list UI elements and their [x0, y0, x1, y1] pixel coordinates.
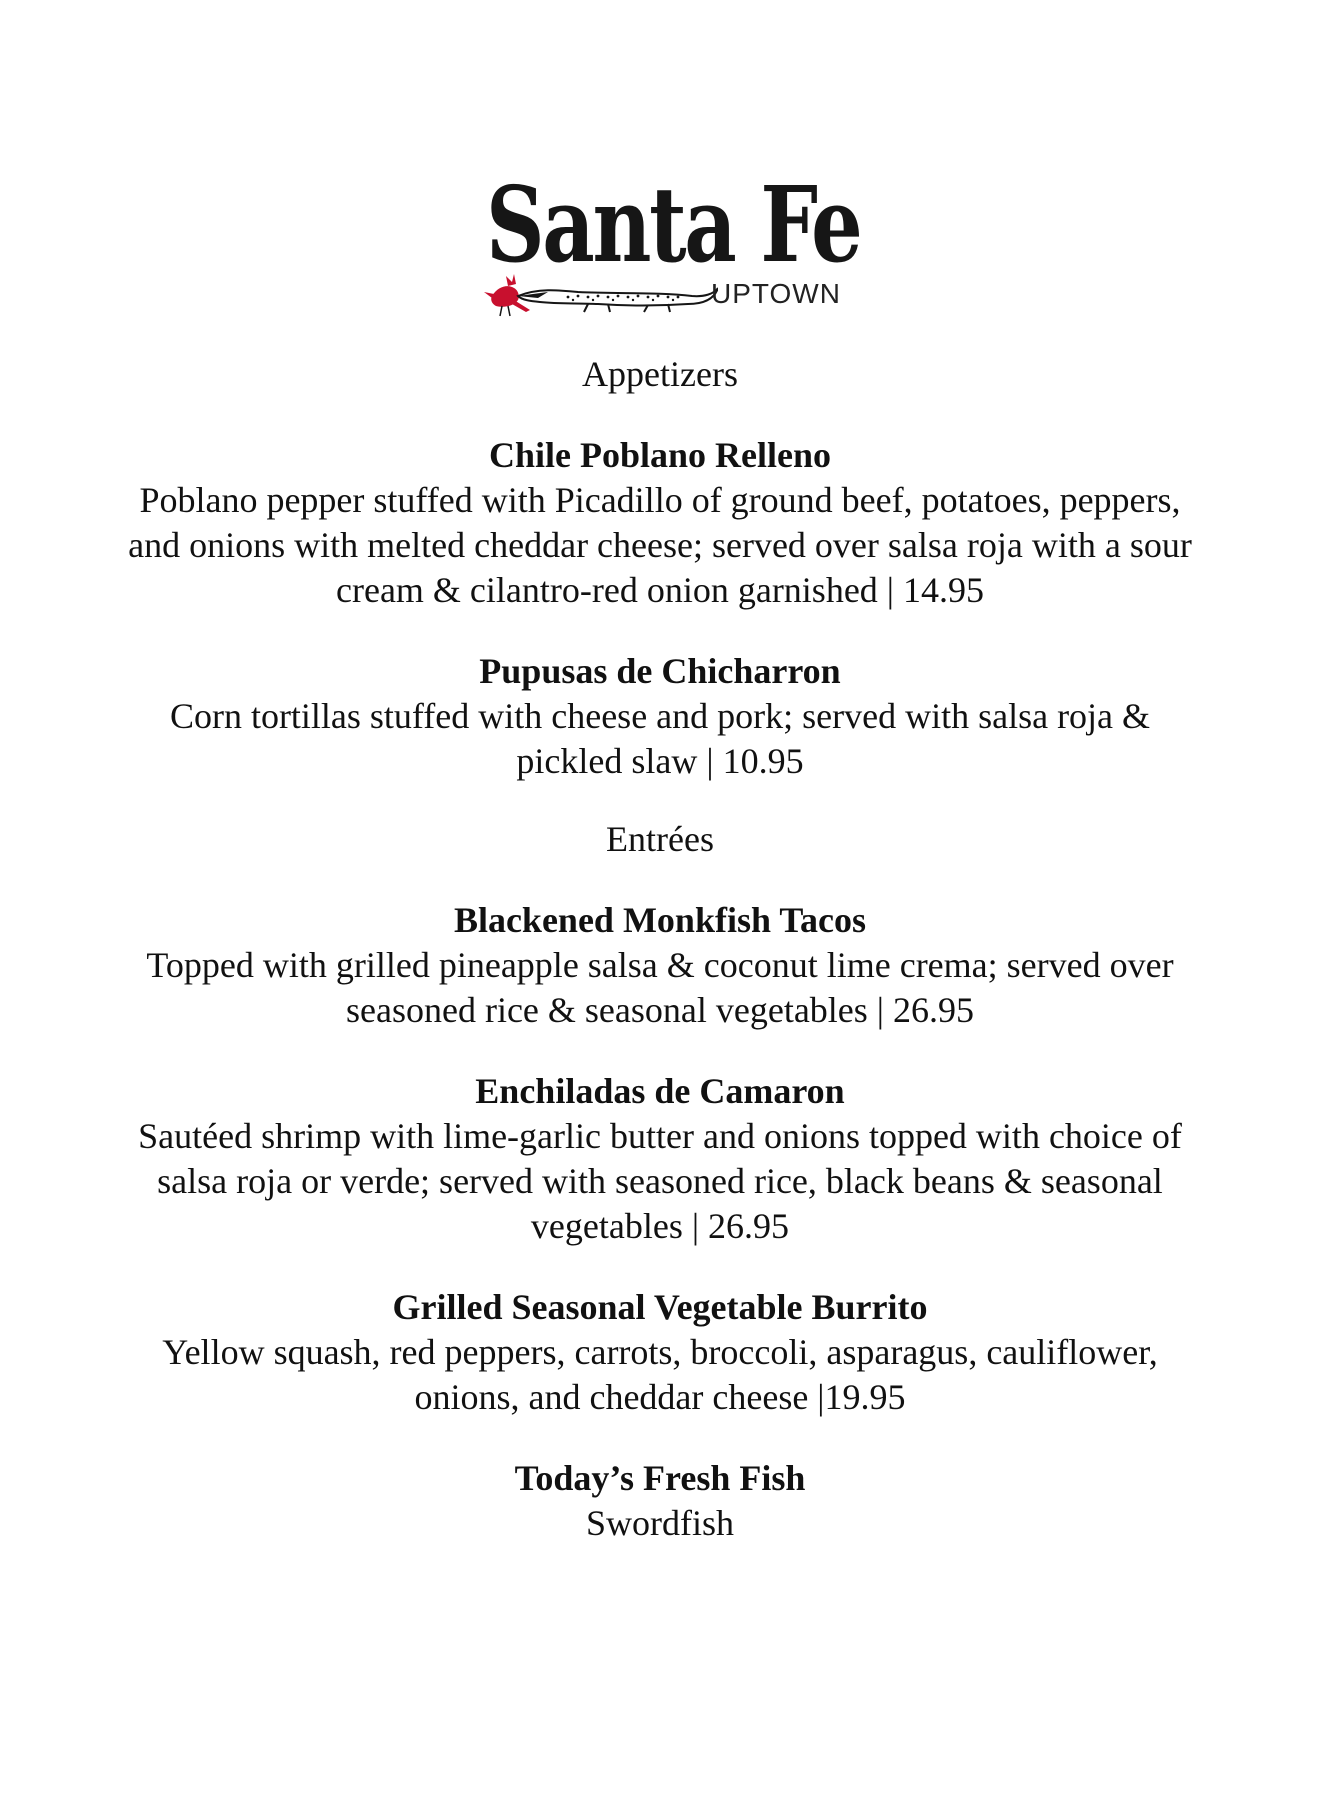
restaurant-logo [478, 163, 861, 320]
menu-item [120, 433, 1200, 613]
section-title-entrees: Entrées [606, 819, 714, 859]
menu-item [120, 1285, 1200, 1420]
item-description: Sautéed shrimp with lime-garlic butter and onions topped with choice of salsa roja or verde; served with seasoned rice, black beans & seasonal vegetables | 26.95 [138, 1116, 1182, 1246]
item-name: Chile Poblano Relleno [488, 435, 832, 475]
item-name: Blackened Monkfish Tacos [453, 900, 867, 940]
item-name: Today’s Fresh Fish [514, 1458, 806, 1498]
item-description: Yellow squash, red peppers, carrots, broccoli, asparagus, cauliflower, onions, and cheddar cheese |19.95 [162, 1332, 1158, 1417]
item-name: Enchiladas de Camaron [475, 1071, 845, 1111]
menu-item [120, 649, 1200, 784]
logo-subtitle: UPTOWN [711, 278, 841, 309]
menu-item [120, 898, 1200, 1033]
menu-item [120, 1456, 1200, 1546]
item-description: Poblano pepper stuffed with Picadillo of ground beef, potatoes, peppers, and onions with melted cheddar cheese; served over salsa roja with a sour cream & cilantro-red onion garnished | 14.95 [128, 480, 1192, 610]
item-description: Corn tortillas stuffed with cheese and pork; served with salsa roja & pickled slaw | 10.95 [169, 696, 1151, 781]
item-name: Pupusas de Chicharron [479, 651, 841, 691]
item-description: Swordfish [585, 1503, 734, 1543]
item-description: Topped with grilled pineapple salsa & coconut lime crema; served over seasoned rice & seasonal vegetables | 26.95 [146, 945, 1174, 1030]
menu-item [120, 1069, 1200, 1249]
logo-name: Santa Fe [486, 163, 861, 286]
item-name: Grilled Seasonal Vegetable Burrito [392, 1287, 928, 1327]
section-title-appetizers: Appetizers [582, 354, 738, 394]
menu-body [120, 352, 1200, 1546]
roadrunner-alligator-icon [478, 270, 718, 320]
